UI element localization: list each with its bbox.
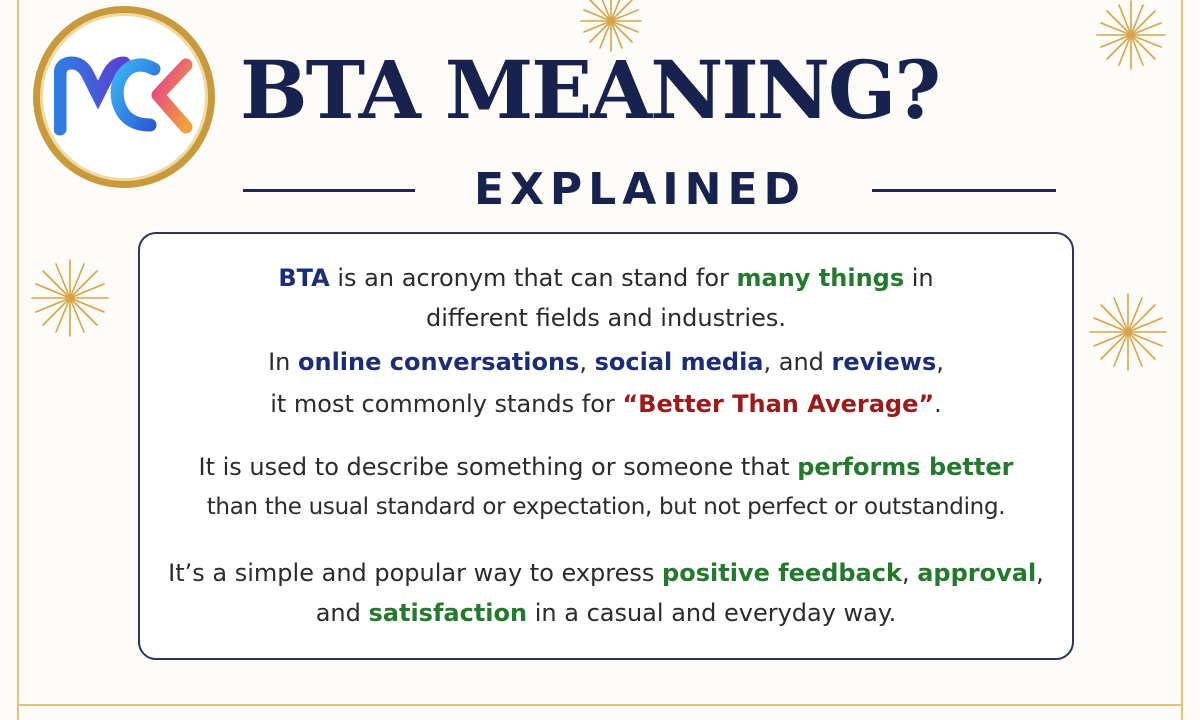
keyword: “Better Than Average” xyxy=(622,390,935,418)
keyword: performs better xyxy=(797,453,1014,481)
keyword: many things xyxy=(736,264,905,292)
text-run: , and xyxy=(763,348,832,376)
text-run: in xyxy=(904,264,934,292)
p3-line-2 xyxy=(140,490,1072,524)
text-run: , xyxy=(901,559,918,587)
text-run: , xyxy=(579,348,595,376)
definition-card xyxy=(138,232,1074,660)
p3-line-1 xyxy=(140,450,1072,484)
sparkle-icon xyxy=(1088,292,1168,372)
subtitle-rule-left xyxy=(243,189,415,192)
p4-line-1 xyxy=(140,556,1072,590)
text-run: different fields and industries. xyxy=(426,304,786,332)
keyword: social media xyxy=(594,348,764,376)
frame-bottom xyxy=(17,704,1183,706)
text-run: in a casual and everyday way. xyxy=(527,599,897,627)
brand-logo xyxy=(33,6,215,188)
keyword: reviews xyxy=(831,348,937,376)
keyword: BTA xyxy=(278,264,330,292)
keyword: satisfaction xyxy=(368,599,528,627)
p1-line-2 xyxy=(140,301,1072,335)
frame-right xyxy=(1181,0,1183,720)
p2-line-2 xyxy=(140,387,1072,421)
sparkle-icon xyxy=(30,258,110,338)
p1-line-1 xyxy=(140,261,1072,295)
sparkle-icon xyxy=(1094,0,1168,72)
keyword: online conversations xyxy=(298,348,580,376)
text-run: It is used to describe something or someone that xyxy=(198,453,798,481)
text-run: It’s a simple and popular way to express xyxy=(168,559,663,587)
p2-line-1 xyxy=(140,345,1072,379)
keyword: positive feedback xyxy=(662,559,902,587)
page-title: BTA MEANING? xyxy=(240,43,940,137)
text-run: it most commonly stands for xyxy=(270,390,623,418)
text-run: . xyxy=(934,390,942,418)
keyword: approval xyxy=(917,559,1037,587)
p4-line-2 xyxy=(140,596,1072,630)
subtitle-rule-right xyxy=(872,189,1056,192)
text-run: In xyxy=(268,348,298,376)
page-subtitle: EXPLAINED xyxy=(473,164,807,215)
text-run: , xyxy=(936,348,944,376)
text-run: and xyxy=(315,599,369,627)
frame-left xyxy=(17,0,19,720)
text-run: than the usual standard or expectation, but not perfect or outstanding. xyxy=(206,494,1006,520)
text-run: , xyxy=(1036,559,1044,587)
text-run: is an acronym that can stand for xyxy=(329,264,737,292)
brand-logo-mark xyxy=(54,55,194,139)
